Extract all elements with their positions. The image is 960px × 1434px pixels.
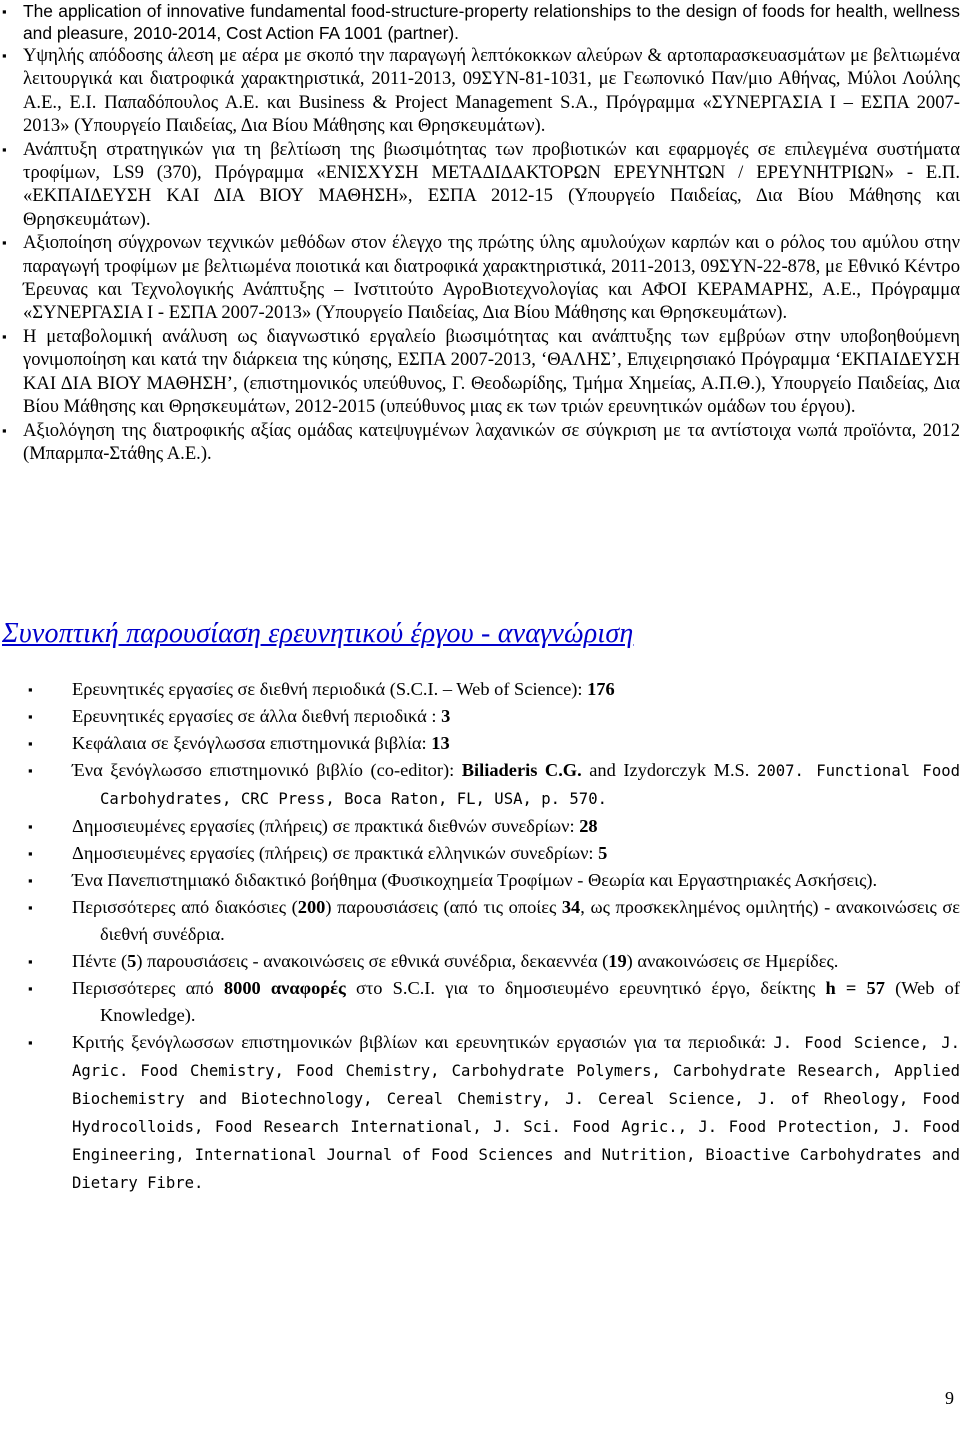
bullet-icon: ▪ [28, 682, 33, 697]
bullet-icon: ▪ [28, 981, 33, 996]
list-item: ▪ Κριτής ξενόγλωσσων επιστημονικών βιβλίων και ερευνητικών εργασιών για τα περιοδικά: J. Food Science, J. Agric. Food Chemistry, Food Chemistry, Carbohydrate Polymers, Carbohydrate Research, Applied Biochemistry and Biotechnology, Cereal Chemistry, J. Cereal Science, J. of Rheology, Food Hydrocolloids, Food Research International, J. Sci. Food Agric., J. Food Protection, J. Food Engineering, International Journal of Food Sciences and Nutrition, Bioactive Carbohydrates and Dietary Fibre. [0, 1029, 960, 1197]
bullet-icon: ▪ [28, 709, 33, 724]
list-item: ▪ The application of innovative fundamental food-structure-property relationships to the design of foods for health, wellness and pleasure, 2010-2014, Cost Action FA 1001 (partner). [2, 1, 960, 43]
list-item: ▪ Ένα ξενόγλωσσο επιστημονικό βιβλίο (co-editor): Biliaderis C.G. and Izydorczyk M.S. 2007. Functional Food Carbohydrates, CRC Press, Boca Raton, FL, USA, p. 570. [0, 757, 960, 813]
bullet-icon: ▪ [28, 954, 33, 969]
list-item: ▪ Η μεταβολομική ανάλυση ως διαγνωστικό εργαλείο βιωσιμότητας και ανάπτυξης των εμβρύων στην υποβοηθούμενη γονιμοποίηση και κατά την διάρκεια της κύησης, ΕΣΠΑ 2007-2013, ‘ΘΑΛΗΣ’, Επιχειρησιακό Πρόγραμμα ‘ΕΚΠΑΙΔΕΥΣΗ ΚΑΙ ΔΙΑ ΒΙΟΥ ΜΑΘΗΣΗ’, (επιστημονικός υπεύθυνος, Γ. Θεοδωρίδης, Τμήμα Χημείας, Α.Π.Θ.), Υπουργείο Παιδείας, Δια Βίου Μάθησης και Θρησκευμάτων, 2012-2015 (υπεύθυνος μιας εκ των τριών ερευνητικών ομάδων του έργου). [2, 325, 960, 418]
bullet-icon: ▪ [2, 141, 7, 157]
bullet-icon: ▪ [28, 819, 33, 834]
section-title: Συνοπτική παρουσίαση ερευνητικού έργου - αναγνώριση [2, 618, 634, 649]
bullet-icon: ▪ [28, 763, 33, 778]
list-item: ▪ Περισσότερες από διακόσιες (200) παρουσιάσεις (από τις οποίες 34, ως προσκεκλημένος ομιλητής) - ανακοινώσεις σε διεθνή συνέδρια. [0, 894, 960, 948]
bullet-icon: ▪ [2, 422, 7, 438]
list-item: ▪ Δημοσιευμένες εργασίες (πλήρεις) σε πρακτικά ελληνικών συνεδρίων: 5 [0, 840, 960, 867]
bullet-icon: ▪ [2, 235, 7, 251]
list-item: ▪ Πέντε (5) παρουσιάσεις - ανακοινώσεις σε εθνικά συνέδρια, δεκαεννέα (19) ανακοινώσεις σε Ημερίδες. [0, 948, 960, 975]
list-item: ▪ Ένα Πανεπιστημιακό διδακτικό βοήθημα (Φυσικοχημεία Τροφίμων - Θεωρία και Εργαστηριακές Ασκήσεις). [0, 867, 960, 894]
projects-list [0, 0, 960, 465]
list-item: ▪ Δημοσιευμένες εργασίες (πλήρεις) σε πρακτικά διεθνών συνεδρίων: 28 [0, 813, 960, 840]
list-item: ▪ Περισσότερες από 8000 αναφορές στο S.C.I. για το δημοσιευμένο ερευνητικό έργο, δείκτης h = 57 (Web of Knowledge). [0, 975, 960, 1029]
list-item: ▪ Υψηλής απόδοσης άλεση με αέρα με σκοπό την παραγωγή λεπτόκοκκων αλεύρων & αρτοπαρασκευασμάτων με βελτιωμένα λειτουργικά και διατροφικά χαρακτηριστικά, 2011-2013, 09ΣΥΝ-81-1031, με Γεωπονικό Παν/μιο Αθήνας, Μύλοι Λούλης Α.Ε., Ε.Ι. Παπαδόπουλος Α.Ε. και Business & Project Management S.A., Πρόγραμμα «ΣΥΝΕΡΓΑΣΙΑ Ι – ΕΣΠΑ 2007- 2013» (Υπουργείο Παιδείας, Δια Βίου Μάθησης και Θρησκευμάτων). [2, 45, 960, 137]
bullet-icon: ▪ [28, 1035, 33, 1050]
bullet-icon: ▪ [2, 4, 7, 19]
stats-list [0, 676, 960, 1197]
list-item: ▪ Ανάπτυξη στρατηγικών για τη βελτίωση της βιωσιμότητας των προβιοτικών και εφαρμογές σε επιλεγμένα συστήματα τροφίμων, LS9 (370), Πρόγραμμα «ΕΝΙΣΧΥΣΗ ΜΕΤΑΔΙΔΑΚΤΟΡΩΝ ΕΡΕΥΝΗΤΩΝ / ΕΡΕΥΝΗΤΡΙΩΝ» - Ε.Π. «ΕΚΠΑΙΔΕΥΣΗ ΚΑΙ ΔΙΑ ΒΙΟΥ ΜΑΘΗΣΗ», ΕΣΠΑ 2012-15 (Υπουργείο Παιδείας, Δια Βίου Μάθησης και Θρησκευμάτων). [2, 138, 960, 230]
list-item: ▪ Αξιολόγηση της διατροφικής αξίας ομάδας κατεψυγμένων λαχανικών σε σύγκριση με τα αντίστοιχα νωπά προϊόντα, 2012 (Μπαρμπα-Στάθης Α.Ε.). [2, 419, 960, 464]
list-item: ▪ Κεφάλαια σε ξενόγλωσσα επιστημονικά βιβλία: 13 [0, 730, 960, 757]
bullet-icon: ▪ [2, 48, 7, 63]
bullet-icon: ▪ [28, 736, 33, 751]
list-item: ▪ Ερευνητικές εργασίες σε διεθνή περιοδικά (S.C.I. – Web of Science): 176 [0, 676, 960, 703]
page-number: 9 [945, 1388, 954, 1408]
bullet-icon: ▪ [2, 328, 7, 344]
bullet-icon: ▪ [28, 873, 33, 888]
list-item: ▪ Αξιοποίηση σύγχρονων τεχνικών μεθόδων στον έλεγχο της πρώτης ύλης αμυλούχων καρπών και ο ρόλος του αμύλου στην παραγωγή τροφίμων με βελτιωμένα ποιοτικά και διατροφικά χαρακτηριστικά, 2011-2013, 09ΣΥΝ-22-878, με Εθνικό Κέντρο Έρευνας και Τεχνολογικής Ανάπτυξης – Ινστιτούτο ΑγροΒιοτεχνολογίας και ΑΦΟΙ ΚΕΡΑΜΑΡΗΣ, Α.Ε., Πρόγραμμα «ΣΥΝΕΡΓΑΣΙΑ Ι - ΕΣΠΑ 2007-2013» (Υπουργείο Παιδείας, Δια Βίου Μάθησης και Θρησκευμάτων). [2, 232, 960, 324]
bullet-icon: ▪ [28, 846, 33, 861]
bullet-icon: ▪ [28, 900, 33, 915]
list-item: ▪ Ερευνητικές εργασίες σε άλλα διεθνή περιοδικά : 3 [0, 703, 960, 730]
